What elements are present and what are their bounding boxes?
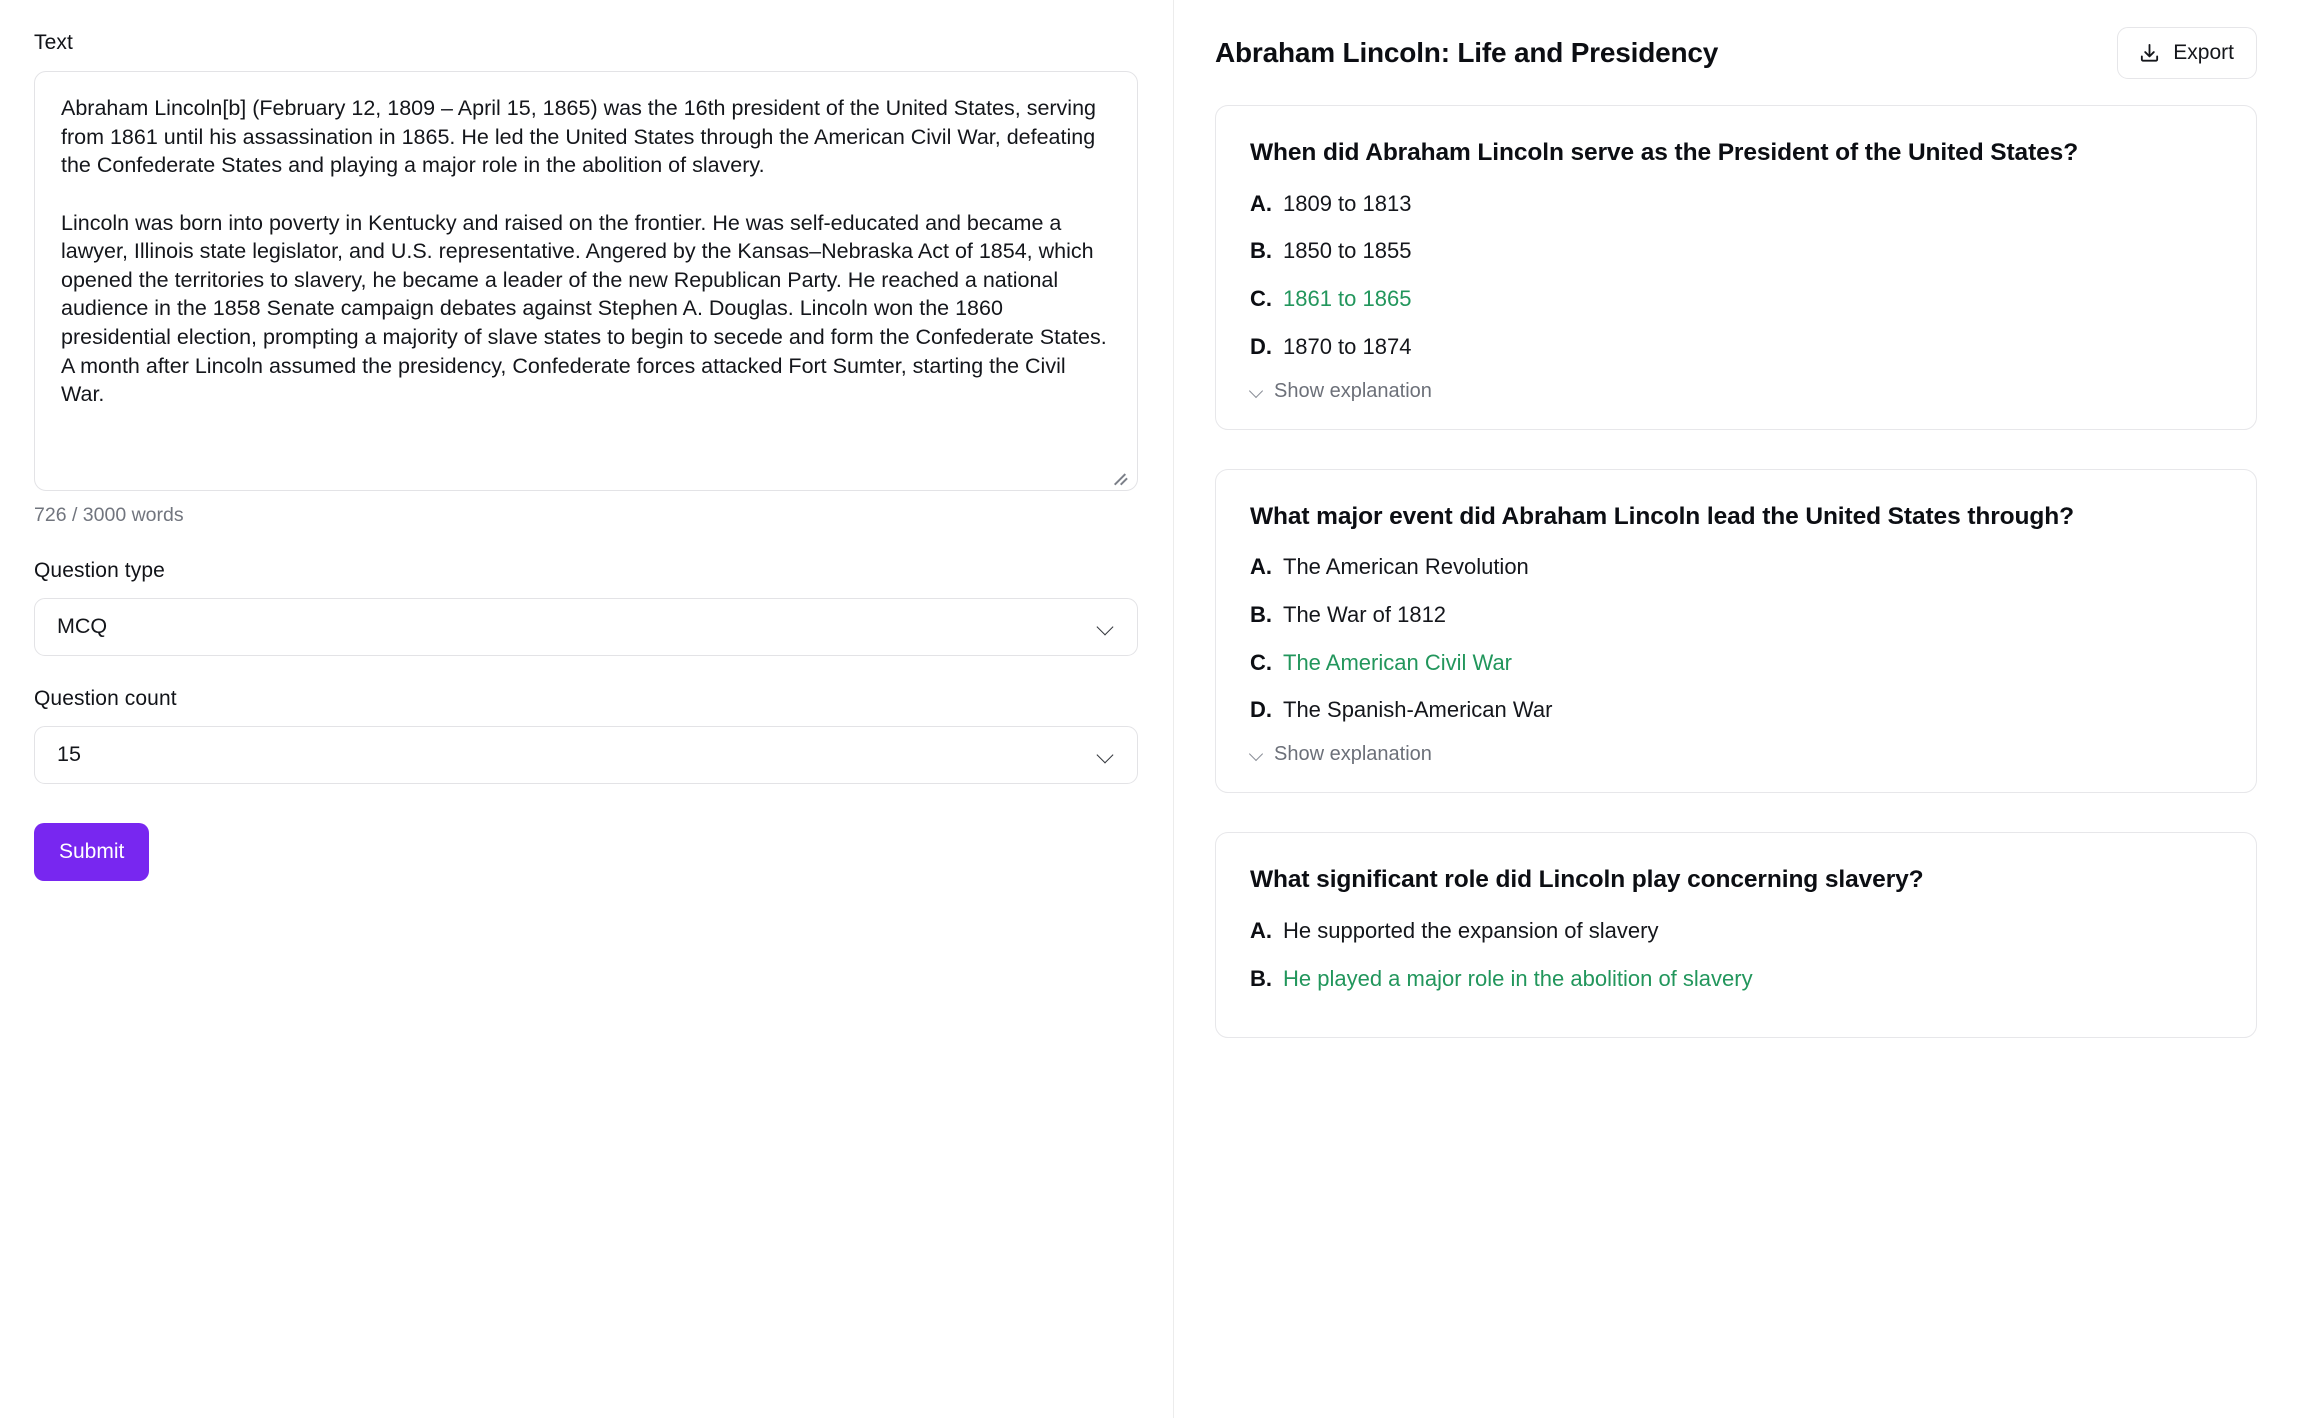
show-explanation-toggle[interactable] [1250, 743, 2222, 766]
export-button[interactable] [2117, 27, 2257, 79]
page-title: Abraham Lincoln: Life and Presidency [1215, 37, 1719, 69]
answer-option-letter: C. [1250, 286, 1272, 312]
question-card-list [1215, 105, 2257, 1038]
answer-option-text: The Spanish-American War [1283, 697, 1553, 723]
answer-option-letter: B. [1250, 602, 1272, 628]
question-text: What major event did Abraham Lincoln lead the United States through? [1250, 502, 2074, 530]
answer-option[interactable] [1250, 332, 2222, 362]
question-type-group [34, 558, 1137, 656]
answer-option-letter: D. [1250, 333, 1272, 359]
chevron-down-icon [1250, 385, 1263, 398]
answer-option-text: He supported the expansion of slavery [1283, 917, 1659, 943]
answer-option-text: 1870 to 1874 [1283, 333, 1412, 359]
show-explanation-label: Show explanation [1274, 379, 1432, 402]
question-type-select-wrapper [34, 598, 1138, 656]
answer-option-letter: B. [1250, 965, 1272, 991]
answer-option-text: 1850 to 1855 [1283, 238, 1412, 264]
answer-option-text: The War of 1812 [1283, 602, 1447, 628]
answer-option[interactable] [1250, 695, 2222, 725]
chevron-down-icon [1250, 748, 1263, 761]
question-text: What significant role did Lincoln play concerning slavery? [1250, 866, 1924, 894]
answer-option-letter: C. [1250, 649, 1272, 675]
results-panel [1174, 0, 2298, 1418]
answer-option-letter: D. [1250, 697, 1272, 723]
export-button-label: Export [2173, 41, 2234, 64]
answer-option-text: The American Revolution [1283, 554, 1529, 580]
answer-option-text: He played a major role in the abolition of slavery [1283, 965, 1753, 991]
answer-option-text: 1861 to 1865 [1283, 286, 1412, 312]
answer-option-letter: A. [1250, 917, 1272, 943]
source-text-input[interactable] [34, 71, 1138, 491]
results-header [1215, 22, 2257, 84]
answer-option-correct[interactable] [1250, 964, 2222, 994]
download-icon [2138, 42, 2161, 65]
question-card [1215, 832, 2257, 1038]
chevron-down-icon [1098, 619, 1113, 634]
answer-option-letter: B. [1250, 238, 1272, 264]
chevron-down-icon [1098, 747, 1113, 762]
question-count-select[interactable] [34, 726, 1138, 784]
answer-option-correct[interactable] [1250, 648, 2222, 678]
question-count-value: 15 [57, 742, 81, 767]
question-text: When did Abraham Lincoln serve as the President of the United States? [1250, 139, 2079, 166]
answer-option[interactable] [1250, 600, 2222, 630]
show-explanation-label: Show explanation [1274, 743, 1432, 766]
answer-option[interactable] [1250, 189, 2222, 219]
question-count-select-wrapper [34, 726, 1138, 784]
answer-option[interactable] [1250, 236, 2222, 266]
question-card [1215, 105, 2257, 430]
question-count-group [34, 686, 1137, 784]
question-count-label: Question count [34, 686, 177, 710]
question-type-select[interactable] [34, 598, 1138, 656]
show-explanation-toggle[interactable] [1250, 380, 2222, 403]
answer-option[interactable] [1250, 916, 2222, 946]
word-count-label: 726 / 3000 words [34, 504, 184, 527]
answer-option-letter: A. [1250, 190, 1272, 216]
text-input-wrapper [34, 71, 1137, 491]
answer-option[interactable] [1250, 552, 2222, 582]
answer-option-correct[interactable] [1250, 284, 2222, 314]
answer-option-text: 1809 to 1813 [1283, 190, 1412, 216]
question-type-label: Question type [34, 558, 165, 582]
answer-option-letter: A. [1250, 554, 1272, 580]
submit-button[interactable]: Submit [34, 823, 149, 881]
text-field-label: Text [34, 31, 73, 54]
question-card [1215, 469, 2257, 794]
question-type-value: MCQ [57, 614, 108, 639]
answer-option-text: The American Civil War [1283, 649, 1513, 675]
